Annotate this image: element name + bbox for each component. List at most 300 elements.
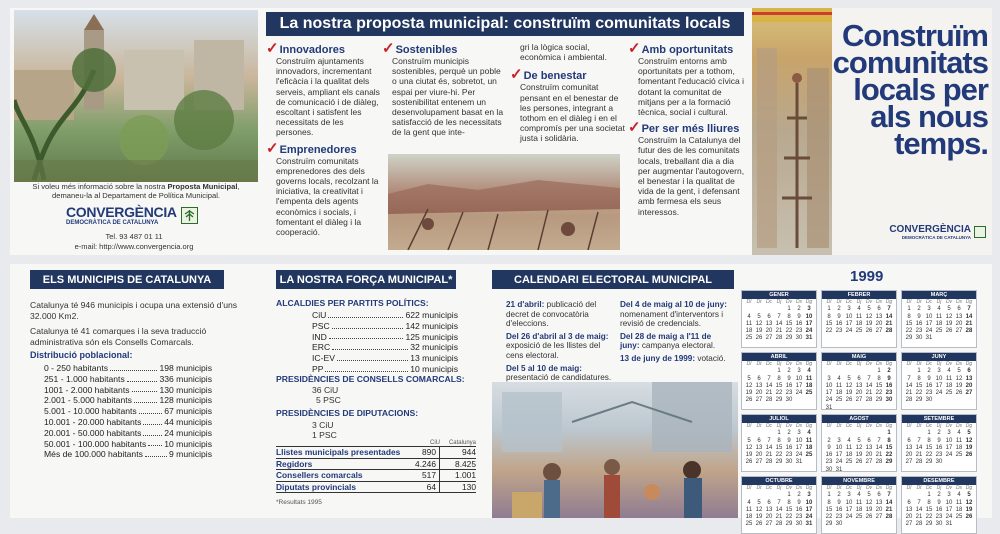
castellers-illustration: [752, 8, 832, 255]
day-number: 22: [905, 328, 913, 335]
day-number: 4: [937, 306, 941, 313]
day-number: 12: [965, 437, 973, 444]
day-number: 11: [955, 499, 963, 506]
day-number: 26: [745, 397, 753, 404]
day-number: 25: [935, 328, 943, 335]
month-days: [822, 361, 896, 412]
day-name: Dj: [856, 485, 862, 491]
day-number: 14: [765, 444, 773, 451]
day-number: 30: [915, 335, 923, 342]
day-number: 11: [745, 506, 753, 513]
empty-day: [744, 306, 754, 313]
day-number: 30: [825, 466, 833, 473]
day-number: 3: [827, 375, 831, 382]
day-name: Dj: [856, 361, 862, 367]
dot-leader: [145, 449, 167, 457]
calendar-event: [620, 332, 730, 351]
day-number: 15: [825, 320, 833, 327]
day-number: 3: [847, 306, 851, 313]
day-name: Dl: [906, 299, 912, 305]
day-number: 30: [795, 521, 803, 528]
day-number: 14: [765, 382, 773, 389]
day-number: 13: [765, 320, 773, 327]
day-number: 15: [925, 444, 933, 451]
day-number: 26: [945, 328, 953, 335]
day-number: 16: [885, 382, 893, 389]
day-number: 4: [957, 492, 961, 499]
day-number: 31: [805, 335, 813, 342]
dot-leader: [328, 310, 403, 318]
day-number: 18: [855, 506, 863, 513]
day-number: 13: [755, 444, 763, 451]
list-row: [44, 363, 212, 374]
market-painting: [492, 382, 738, 518]
party-name: CONVERGÈNCIA: [66, 204, 177, 220]
row-label: 0 - 250 habitants: [44, 363, 109, 373]
day-number: 12: [865, 499, 873, 506]
day-number: 18: [805, 444, 813, 451]
row-label: PSC: [312, 320, 330, 331]
day-number: 22: [925, 452, 933, 459]
month-days: [902, 361, 976, 405]
month-days: [822, 299, 896, 335]
empty-day: [904, 430, 914, 437]
list-row: [312, 310, 458, 321]
day-number: 11: [935, 313, 943, 320]
day-number: 12: [745, 444, 753, 451]
day-number: 5: [757, 499, 761, 506]
row-label: IND: [312, 331, 327, 342]
table-ciu: 64: [410, 482, 440, 493]
day-number: 28: [865, 397, 873, 404]
table-cat: 944: [462, 447, 476, 457]
day-number: 19: [855, 452, 863, 459]
day-name: Dc: [845, 423, 853, 429]
cover-panel: [752, 8, 992, 255]
day-number: 2: [787, 430, 791, 437]
day-number: 6: [867, 437, 871, 444]
day-number: 3: [837, 437, 841, 444]
day-name: Dv: [945, 423, 953, 429]
event-date: Del 26 d'abril al 3 de maig:: [506, 331, 609, 341]
day-name: Dv: [865, 299, 873, 305]
day-number: 21: [865, 390, 873, 397]
day-number: 26: [865, 514, 873, 521]
day-number: 1: [787, 492, 791, 499]
day-number: 4: [947, 368, 951, 375]
info-text: Si voleu més informació sobre la nostra Proposta Municipal, demaneu-la al Departament de Política Municipal.: [32, 182, 240, 200]
day-number: 15: [775, 444, 783, 451]
day-number: 28: [905, 397, 913, 404]
day-number: 2: [937, 430, 941, 437]
day-number: 28: [885, 328, 893, 335]
day-number: 21: [775, 514, 783, 521]
day-number: 26: [965, 514, 973, 521]
day-name: Dt: [756, 361, 762, 367]
empty-day: [764, 368, 774, 375]
month-juliol: [741, 414, 817, 472]
proposal-banner: La nostra proposta municipal: construïm comunitats locals: [266, 12, 744, 36]
list-row: [312, 332, 458, 343]
day-number: 25: [855, 328, 863, 335]
day-number: 2: [927, 368, 931, 375]
point-innovadores: ✓Innovadores Construïm ajuntaments innovadors, incrementant l'eficàcia i la qualitat dels serveis, ampliant els canals de comunicació i de diàleg, escoltant i satisfent les necessitats de les persones.: [266, 40, 380, 138]
day-number: 19: [745, 390, 753, 397]
day-number: 26: [755, 335, 763, 342]
day-number: 9: [837, 499, 841, 506]
dot-leader: [134, 395, 158, 403]
day-name: Dv: [785, 423, 793, 429]
day-number: 5: [957, 368, 961, 375]
day-number: 24: [935, 390, 943, 397]
day-number: 12: [945, 313, 953, 320]
day-number: 23: [915, 328, 923, 335]
empty-day: [914, 492, 924, 499]
day-name: Dc: [925, 485, 933, 491]
proposal-panel: [258, 8, 752, 255]
day-number: 2: [797, 306, 801, 313]
empty-day: [914, 430, 924, 437]
year-calendar-panel: [738, 264, 992, 528]
day-name: Ds: [875, 299, 883, 305]
month-desembre: [901, 476, 977, 534]
row-label: 2.001 - 5.000 habitants: [44, 395, 132, 406]
day-number: 9: [917, 313, 921, 320]
day-number: 23: [935, 514, 943, 521]
day-number: 10: [945, 437, 953, 444]
day-number: 8: [927, 499, 931, 506]
day-number: 16: [925, 382, 933, 389]
day-number: 22: [825, 328, 833, 335]
day-number: 1: [777, 430, 781, 437]
month-gener: [741, 290, 817, 348]
list-row: [44, 395, 212, 406]
day-number: 14: [915, 444, 923, 451]
dot-leader: [110, 363, 157, 371]
day-number: 6: [757, 437, 761, 444]
row-label: 1001 - 2.000 habitants: [44, 384, 130, 395]
day-number: 16: [835, 506, 843, 513]
day-number: 14: [865, 382, 873, 389]
list-row: [44, 449, 212, 460]
day-number: 24: [945, 514, 953, 521]
event-text: exposició de les llistes del cens electoral.: [506, 341, 601, 360]
month-febrer: [821, 290, 897, 348]
dot-leader: [325, 364, 408, 372]
day-number: 23: [835, 328, 843, 335]
day-number: 24: [845, 328, 853, 335]
day-number: 19: [965, 444, 973, 451]
day-number: 31: [835, 466, 843, 473]
month-name: MAIG: [822, 353, 896, 361]
calendar-event: [506, 300, 616, 329]
day-number: 20: [905, 514, 913, 521]
check-icon: ✓: [628, 119, 641, 137]
day-number: 26: [755, 521, 763, 528]
day-number: 1: [877, 368, 881, 375]
list-row: [312, 321, 458, 332]
day-number: 23: [935, 452, 943, 459]
day-number: 15: [925, 506, 933, 513]
row-value: 622 municipis: [405, 310, 458, 320]
month-name: OCTUBRE: [742, 477, 816, 485]
day-number: 17: [925, 320, 933, 327]
email-address[interactable]: e-mail: http://www.convergencia.org: [74, 242, 194, 251]
day-number: 30: [935, 459, 943, 466]
day-number: 6: [877, 306, 881, 313]
day-number: 25: [745, 521, 753, 528]
day-number: 23: [885, 390, 893, 397]
day-name: Dl: [826, 423, 832, 429]
list-row: [312, 353, 458, 364]
day-number: 12: [965, 499, 973, 506]
day-name: Dv: [945, 485, 953, 491]
day-name: Dj: [856, 423, 862, 429]
day-number: 6: [967, 368, 971, 375]
day-number: 30: [885, 397, 893, 404]
day-name: Dj: [776, 423, 782, 429]
day-number: 12: [745, 382, 753, 389]
day-number: 20: [855, 390, 863, 397]
day-number: 17: [795, 444, 803, 451]
day-number: 17: [795, 382, 803, 389]
row-value: 128 municipis: [159, 395, 212, 406]
day-name: Ds: [795, 361, 803, 367]
day-number: 16: [785, 382, 793, 389]
day-number: 12: [855, 444, 863, 451]
day-number: 5: [747, 375, 751, 382]
empty-day: [854, 430, 864, 437]
day-name: Dv: [785, 299, 793, 305]
day-name: Dv: [785, 361, 793, 367]
day-name: Dv: [945, 299, 953, 305]
row-label: Més de 100.000 habitants: [44, 449, 143, 460]
day-name: Dj: [936, 361, 942, 367]
day-number: 22: [915, 390, 923, 397]
day-number: 25: [805, 452, 813, 459]
day-number: 20: [755, 390, 763, 397]
empty-day: [834, 430, 844, 437]
day-name: Dg: [965, 485, 973, 491]
day-number: 21: [965, 320, 973, 327]
day-number: 9: [887, 375, 891, 382]
day-name: Dj: [936, 299, 942, 305]
day-number: 27: [875, 514, 883, 521]
day-number: 28: [775, 521, 783, 528]
day-number: 31: [805, 521, 813, 528]
day-number: 20: [955, 320, 963, 327]
day-number: 24: [825, 397, 833, 404]
day-number: 24: [805, 328, 813, 335]
day-number: 5: [847, 375, 851, 382]
day-number: 5: [967, 492, 971, 499]
day-name: Dl: [826, 485, 832, 491]
month-name: DESEMBRE: [902, 477, 976, 485]
day-number: 29: [775, 459, 783, 466]
day-number: 10: [805, 313, 813, 320]
day-number: 7: [777, 499, 781, 506]
empty-day: [874, 430, 884, 437]
empty-day: [764, 306, 774, 313]
day-name: Dg: [805, 299, 813, 305]
day-number: 11: [745, 320, 753, 327]
forca-title: LA NOSTRA FORÇA MUNICIPAL*: [276, 270, 456, 289]
day-number: 20: [965, 382, 973, 389]
table-cat: 130: [462, 481, 476, 492]
day-name: Ds: [795, 423, 803, 429]
day-number: 3: [797, 430, 801, 437]
day-number: 21: [775, 328, 783, 335]
calendar-event: [620, 300, 730, 329]
dot-leader: [329, 332, 404, 340]
day-number: 10: [795, 437, 803, 444]
row-value: 336 municipis: [159, 373, 212, 384]
day-number: 16: [785, 444, 793, 451]
day-name: Dt: [916, 361, 922, 367]
day-number: 26: [745, 459, 753, 466]
day-number: 4: [837, 375, 841, 382]
day-number: 27: [955, 328, 963, 335]
day-number: 18: [955, 506, 963, 513]
day-name: Ds: [875, 485, 883, 491]
row-value: 44 municipis: [164, 416, 212, 427]
day-number: 19: [955, 382, 963, 389]
day-number: 1: [927, 492, 931, 499]
day-number: 29: [785, 521, 793, 528]
day-name: Ds: [955, 361, 963, 367]
day-number: 7: [917, 437, 921, 444]
empty-day: [754, 306, 764, 313]
event-text: nomenament d'interventors i revisió de credencials.: [620, 309, 724, 329]
day-number: 24: [795, 390, 803, 397]
empty-day: [774, 306, 784, 313]
day-number: 2: [917, 306, 921, 313]
month-name: JUNY: [902, 353, 976, 361]
day-number: 4: [857, 306, 861, 313]
day-number: 1: [887, 430, 891, 437]
day-number: 18: [845, 452, 853, 459]
day-number: 12: [865, 313, 873, 320]
calendar-event: [506, 364, 616, 383]
day-number: 17: [825, 390, 833, 397]
table-row: [276, 459, 476, 471]
day-number: 3: [807, 492, 811, 499]
day-number: 29: [775, 397, 783, 404]
day-name: Dl: [826, 299, 832, 305]
row-label: 5.001 - 10.000 habitants: [44, 406, 137, 417]
day-number: 27: [865, 459, 873, 466]
row-value: 67 municipis: [164, 406, 212, 417]
day-name: Dl: [906, 423, 912, 429]
empty-day: [764, 492, 774, 499]
day-name: Dv: [865, 485, 873, 491]
day-number: 28: [915, 459, 923, 466]
day-number: 28: [875, 459, 883, 466]
day-number: 20: [865, 452, 873, 459]
castellers-painting: [752, 8, 832, 255]
day-number: 6: [767, 499, 771, 506]
empty-day: [864, 368, 874, 375]
empty-day: [774, 492, 784, 499]
row-label: 50.001 - 100.000 habitants: [44, 438, 147, 449]
row-value: 125 municipis: [405, 331, 458, 342]
list-row: [44, 385, 212, 396]
day-number: 21: [875, 452, 883, 459]
day-number: 11: [855, 499, 863, 506]
dot-leader: [143, 428, 162, 436]
contact-panel: [10, 8, 258, 255]
day-number: 23: [835, 514, 843, 521]
day-number: 30: [935, 521, 943, 528]
row-label: 251 - 1.000 habitants: [44, 373, 125, 384]
day-number: 6: [877, 492, 881, 499]
day-number: 29: [885, 459, 893, 466]
day-number: 20: [875, 506, 883, 513]
event-date: 21 d'abril:: [506, 300, 545, 309]
municipis-title: ELS MUNICIPIS DE CATALUNYA: [30, 270, 224, 289]
day-number: 14: [885, 313, 893, 320]
day-number: 14: [965, 313, 973, 320]
day-number: 6: [907, 499, 911, 506]
event-date: Del 4 de maig al 10 de juny:: [620, 300, 727, 309]
day-number: 8: [777, 375, 781, 382]
day-number: 31: [945, 521, 953, 528]
list-row: [312, 342, 458, 353]
day-number: 3: [797, 368, 801, 375]
day-number: 11: [845, 444, 853, 451]
day-number: 20: [905, 452, 913, 459]
dot-leader: [337, 353, 408, 361]
check-icon: ✓: [266, 139, 279, 157]
calendar-events-right: [620, 300, 730, 367]
day-name: Ds: [795, 485, 803, 491]
party-emblem-icon: [974, 226, 986, 238]
day-number: 4: [807, 368, 811, 375]
day-number: 13: [875, 313, 883, 320]
day-number: 1: [787, 306, 791, 313]
day-number: 13: [965, 375, 973, 382]
day-number: 31: [925, 335, 933, 342]
day-name: Dc: [845, 299, 853, 305]
day-number: 28: [885, 514, 893, 521]
day-number: 7: [917, 499, 921, 506]
day-number: 27: [755, 459, 763, 466]
month-days: [822, 423, 896, 474]
day-number: 27: [765, 335, 773, 342]
day-number: 24: [805, 514, 813, 521]
cover-party-logo: CONVERGÈNCIA DEMOCRÀTICA DE CATALUNYA: [889, 224, 986, 240]
day-number: 5: [967, 430, 971, 437]
day-name: Dt: [836, 299, 842, 305]
day-number: 23: [795, 514, 803, 521]
month-name: NOVEMBRE: [822, 477, 896, 485]
party-emblem-icon: [181, 207, 198, 224]
day-number: 15: [905, 320, 913, 327]
day-number: 8: [827, 313, 831, 320]
day-number: 16: [915, 320, 923, 327]
day-number: 2: [787, 368, 791, 375]
day-number: 13: [955, 313, 963, 320]
day-number: 20: [755, 452, 763, 459]
day-number: 4: [747, 313, 751, 320]
day-number: 7: [767, 437, 771, 444]
month-name: FEBRER: [822, 291, 896, 299]
day-number: 2: [937, 492, 941, 499]
day-number: 8: [907, 313, 911, 320]
row-label: 10.001 - 20.000 habitants: [44, 416, 142, 427]
day-name: Dg: [965, 299, 973, 305]
dot-leader: [127, 374, 158, 382]
